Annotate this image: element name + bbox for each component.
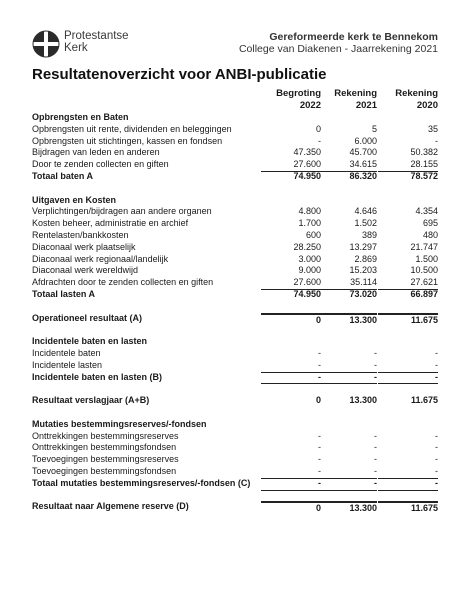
row-label: Resultaat verslagjaar (A+B)	[32, 395, 150, 406]
row-label: Incidentele baten en lasten (B)	[32, 371, 163, 382]
table-row	[32, 348, 438, 360]
value-2020: -	[378, 360, 438, 373]
table-row	[32, 254, 438, 266]
table-row	[32, 159, 438, 171]
row-label: Diaconaal werk regionaal/landelijk	[32, 253, 169, 264]
table-row	[32, 265, 438, 277]
table-row	[32, 218, 438, 230]
row-label: Totaal lasten A	[32, 288, 96, 299]
column-header-year: 2021	[355, 100, 377, 111]
value-2022: -	[318, 442, 321, 453]
row-label: Opbrengsten uit rente, dividenden en beleggingen	[32, 123, 232, 134]
column-header-top: Begroting	[276, 88, 321, 99]
row-label: Totaal mutaties bestemmingsreserves/-fondsen (C)	[32, 477, 251, 488]
value-2021: -	[374, 347, 377, 358]
page-title: Resultatenoverzicht voor ANBI-publicatie	[32, 66, 327, 83]
value-2022: 3.000	[298, 253, 321, 264]
value-2022: 4.800	[298, 206, 321, 217]
value-2022: 1.700	[298, 218, 321, 229]
value-2021: 86.320	[349, 170, 377, 181]
table-row	[32, 442, 438, 454]
table-row	[32, 147, 438, 159]
value-2020: 1.500	[415, 253, 438, 264]
value-2022: 0	[261, 501, 321, 515]
value-2022: -	[261, 372, 321, 385]
result-row	[32, 313, 438, 325]
value-2022: 0	[315, 395, 321, 406]
value-2021: -	[317, 466, 377, 479]
value-2021: 35.114	[317, 277, 377, 290]
table-row	[32, 242, 438, 254]
row-label: Verplichtingen/bijdragen aan andere organen	[32, 206, 212, 217]
value-2022: 0	[315, 123, 321, 134]
value-2022: 27.600	[261, 159, 321, 172]
value-2022: 0	[261, 313, 321, 327]
value-2022: -	[261, 478, 321, 491]
total-row	[32, 289, 438, 301]
value-2020: 28.155	[378, 159, 438, 172]
row-label: Uitgaven en Kosten	[32, 194, 117, 205]
result-row	[32, 395, 438, 407]
value-2021: 34.615	[317, 159, 377, 172]
column-header-rekening-2020	[395, 88, 438, 112]
value-2021: 13.300	[317, 313, 377, 327]
row-label: Onttrekkingen bestemmingsreserves	[32, 430, 179, 441]
result-row	[32, 501, 438, 513]
table-row	[32, 466, 438, 478]
row-label: Toevoegingen bestemmingsfondsen	[32, 465, 177, 476]
table-row	[32, 136, 438, 148]
total-row	[32, 372, 438, 384]
logo-line-2: Kerk	[64, 42, 88, 54]
column-header-top: Rekening	[395, 88, 438, 99]
logo-line-1: Protestantse	[64, 30, 129, 42]
value-2020: 50.382	[410, 147, 438, 158]
value-2021: 13.300	[317, 501, 377, 515]
value-2021: -	[374, 454, 377, 465]
table-row	[32, 206, 438, 218]
row-label: Mutaties bestemmingsreserves/-fondsen	[32, 418, 207, 429]
value-2020: 480	[422, 229, 438, 240]
value-2021: -	[374, 430, 377, 441]
value-2020: -	[435, 454, 438, 465]
value-2022: 28.250	[293, 241, 321, 252]
value-2022: 47.350	[293, 147, 321, 158]
value-2022: -	[261, 360, 321, 373]
value-2022: 600	[305, 229, 321, 240]
value-2021: 389	[361, 229, 377, 240]
row-label: Diaconaal werk wereldwijd	[32, 265, 139, 276]
value-2022: -	[318, 454, 321, 465]
value-2020: 4.354	[415, 206, 438, 217]
table-row	[32, 195, 438, 207]
value-2021: 5	[371, 123, 377, 134]
value-2020: 35	[427, 123, 438, 134]
column-header-begroting-2022	[276, 88, 321, 112]
value-2021: 45.700	[349, 147, 377, 158]
row-label: Diaconaal werk plaatselijk	[32, 241, 136, 252]
row-label: Door te zenden collecten en giften	[32, 159, 169, 170]
value-2020: 11.675	[378, 501, 438, 515]
total-row	[32, 478, 438, 490]
value-2020: -	[378, 478, 438, 491]
value-2020: -	[378, 372, 438, 385]
table-row	[32, 336, 438, 348]
value-2020: -	[378, 466, 438, 479]
value-2020: 11.675	[378, 313, 438, 327]
value-2021: 6.000	[354, 135, 377, 146]
column-header-top: Rekening	[334, 88, 377, 99]
value-2021: -	[374, 442, 377, 453]
value-2020: -	[435, 347, 438, 358]
row-label: Totaal baten A	[32, 170, 94, 181]
church-subtitle: College van Diakenen - Jaarrekening 2021	[238, 43, 438, 55]
table-row	[32, 431, 438, 443]
value-2022: 9.000	[298, 265, 321, 276]
logo-text	[64, 30, 129, 54]
value-2020: 21.747	[410, 241, 438, 252]
value-2021: 15.203	[349, 265, 377, 276]
value-2020: 10.500	[410, 265, 438, 276]
value-2022: -	[318, 347, 321, 358]
value-2021: -	[317, 478, 377, 491]
row-label: Opbrengsten en Baten	[32, 112, 129, 122]
value-2021: 13.300	[349, 395, 377, 406]
row-label: Onttrekkingen bestemmingsfondsen	[32, 442, 177, 453]
total-row	[32, 171, 438, 183]
row-label: Toevoegingen bestemmingsreserves	[32, 454, 179, 465]
value-2021: 1.502	[354, 218, 377, 229]
value-2020: -	[435, 442, 438, 453]
value-2022: -	[318, 430, 321, 441]
value-2021: 73.020	[349, 288, 377, 299]
row-label: Operationeel resultaat (A)	[32, 312, 143, 323]
value-2022: 74.950	[293, 170, 321, 181]
table-row	[32, 360, 438, 372]
results-table	[32, 112, 438, 513]
row-label: Rentelasten/bankkosten	[32, 229, 129, 240]
value-2020: 78.572	[410, 170, 438, 181]
value-2022: -	[318, 135, 321, 146]
church-info	[239, 31, 438, 55]
value-2021: 2.869	[354, 253, 377, 264]
row-label: Bijdragen van leden en anderen	[32, 147, 160, 158]
value-2021: 4.646	[354, 206, 377, 217]
row-label: Resultaat naar Algemene reserve (D)	[32, 501, 189, 512]
value-2022: -	[261, 466, 321, 479]
document-header	[0, 0, 469, 62]
value-2020: 11.675	[410, 395, 438, 406]
table-row	[32, 230, 438, 242]
row-label: Opbrengsten uit stichtingen, kassen en fondsen	[32, 135, 223, 146]
value-2020: 27.621	[378, 277, 438, 290]
value-2021: 13.297	[349, 241, 377, 252]
value-2020: -	[435, 430, 438, 441]
value-2021: -	[317, 360, 377, 373]
column-header-year: 2020	[416, 100, 438, 111]
table-row	[32, 112, 438, 124]
table-row	[32, 124, 438, 136]
value-2022: 74.950	[293, 288, 321, 299]
table-row	[32, 454, 438, 466]
table-row	[32, 419, 438, 431]
row-label: Kosten beheer, administratie en archief	[32, 218, 189, 229]
column-header-rekening-2021	[334, 88, 377, 112]
row-label: Incidentele baten	[32, 347, 101, 358]
row-label: Afdrachten door te zenden collecten en giften	[32, 277, 214, 288]
column-header-year: 2022	[299, 100, 321, 111]
value-2021: -	[317, 372, 377, 385]
value-2020: 695	[422, 218, 438, 229]
row-label: Incidentele baten en lasten	[32, 336, 148, 347]
value-2020: 66.897	[410, 288, 438, 299]
value-2022: 27.600	[261, 277, 321, 290]
table-row	[32, 277, 438, 289]
church-name: Gereformeerde kerk te Bennekom	[269, 31, 438, 43]
value-2020: -	[435, 135, 438, 146]
row-label: Incidentele lasten	[32, 359, 103, 370]
protestantse-kerk-logo-icon	[32, 30, 60, 58]
